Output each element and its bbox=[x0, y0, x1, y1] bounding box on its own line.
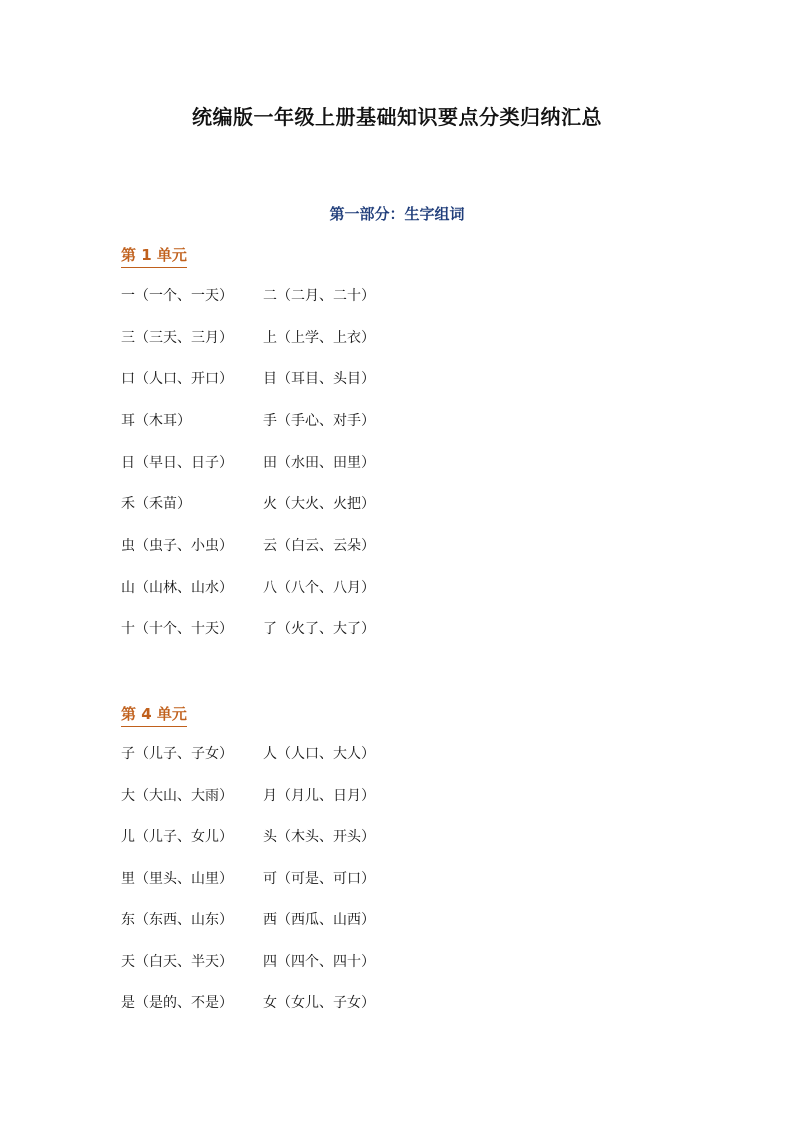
vocab-entry: 月（月儿、日月） bbox=[263, 788, 375, 804]
vocab-entry: 禾（禾苗） bbox=[121, 496, 191, 512]
vocab-entry: 八（八个、八月） bbox=[263, 580, 375, 596]
vocab-entry: 了（火了、大了） bbox=[263, 621, 375, 637]
vocab-entry: 大（大山、大雨） bbox=[121, 788, 233, 804]
vocab-entry: 日（早日、日子） bbox=[121, 455, 233, 471]
vocab-entry: 可（可是、可口） bbox=[263, 871, 375, 887]
vocab-entry: 东（东西、山东） bbox=[121, 912, 233, 928]
vocab-entry: 四（四个、四十） bbox=[263, 954, 375, 970]
unit-heading: 第 4 单元 bbox=[121, 703, 187, 727]
vocab-entry: 云（白云、云朵） bbox=[263, 538, 375, 554]
vocab-entry: 十（十个、十天） bbox=[121, 621, 233, 637]
part-heading: 第一部分：生字组词 bbox=[329, 205, 465, 223]
vocab-entry: 田（水田、田里） bbox=[263, 455, 375, 471]
vocab-entry: 头（木头、开头） bbox=[263, 829, 375, 845]
vocab-entry: 山（山林、山水） bbox=[121, 580, 233, 596]
vocab-entry: 是（是的、不是） bbox=[121, 995, 233, 1011]
vocab-entry: 子（儿子、子女） bbox=[121, 746, 233, 762]
vocab-entry: 里（里头、山里） bbox=[121, 871, 233, 887]
vocab-entry: 上（上学、上衣） bbox=[263, 330, 375, 346]
document-title: 统编版一年级上册基础知识要点分类归纳汇总 bbox=[192, 105, 602, 129]
vocab-entry: 一（一个、一天） bbox=[121, 288, 233, 304]
vocab-entry: 虫（虫子、小虫） bbox=[121, 538, 233, 554]
vocab-entry: 耳（木耳） bbox=[121, 413, 191, 429]
vocab-entry: 人（人口、大人） bbox=[263, 746, 375, 762]
vocab-entry: 火（大火、火把） bbox=[263, 496, 375, 512]
vocab-entry: 西（西瓜、山西） bbox=[263, 912, 375, 928]
vocab-entry: 口（人口、开口） bbox=[121, 371, 233, 387]
vocab-entry: 儿（儿子、女儿） bbox=[121, 829, 233, 845]
vocab-entry: 天（白天、半天） bbox=[121, 954, 233, 970]
unit-heading: 第 1 单元 bbox=[121, 244, 187, 268]
vocab-entry: 手（手心、对手） bbox=[263, 413, 375, 429]
vocab-entry: 三（三天、三月） bbox=[121, 330, 233, 346]
vocab-entry: 目（耳目、头目） bbox=[263, 371, 375, 387]
vocab-entry: 二（二月、二十） bbox=[263, 288, 375, 304]
vocab-entry: 女（女儿、子女） bbox=[263, 995, 375, 1011]
